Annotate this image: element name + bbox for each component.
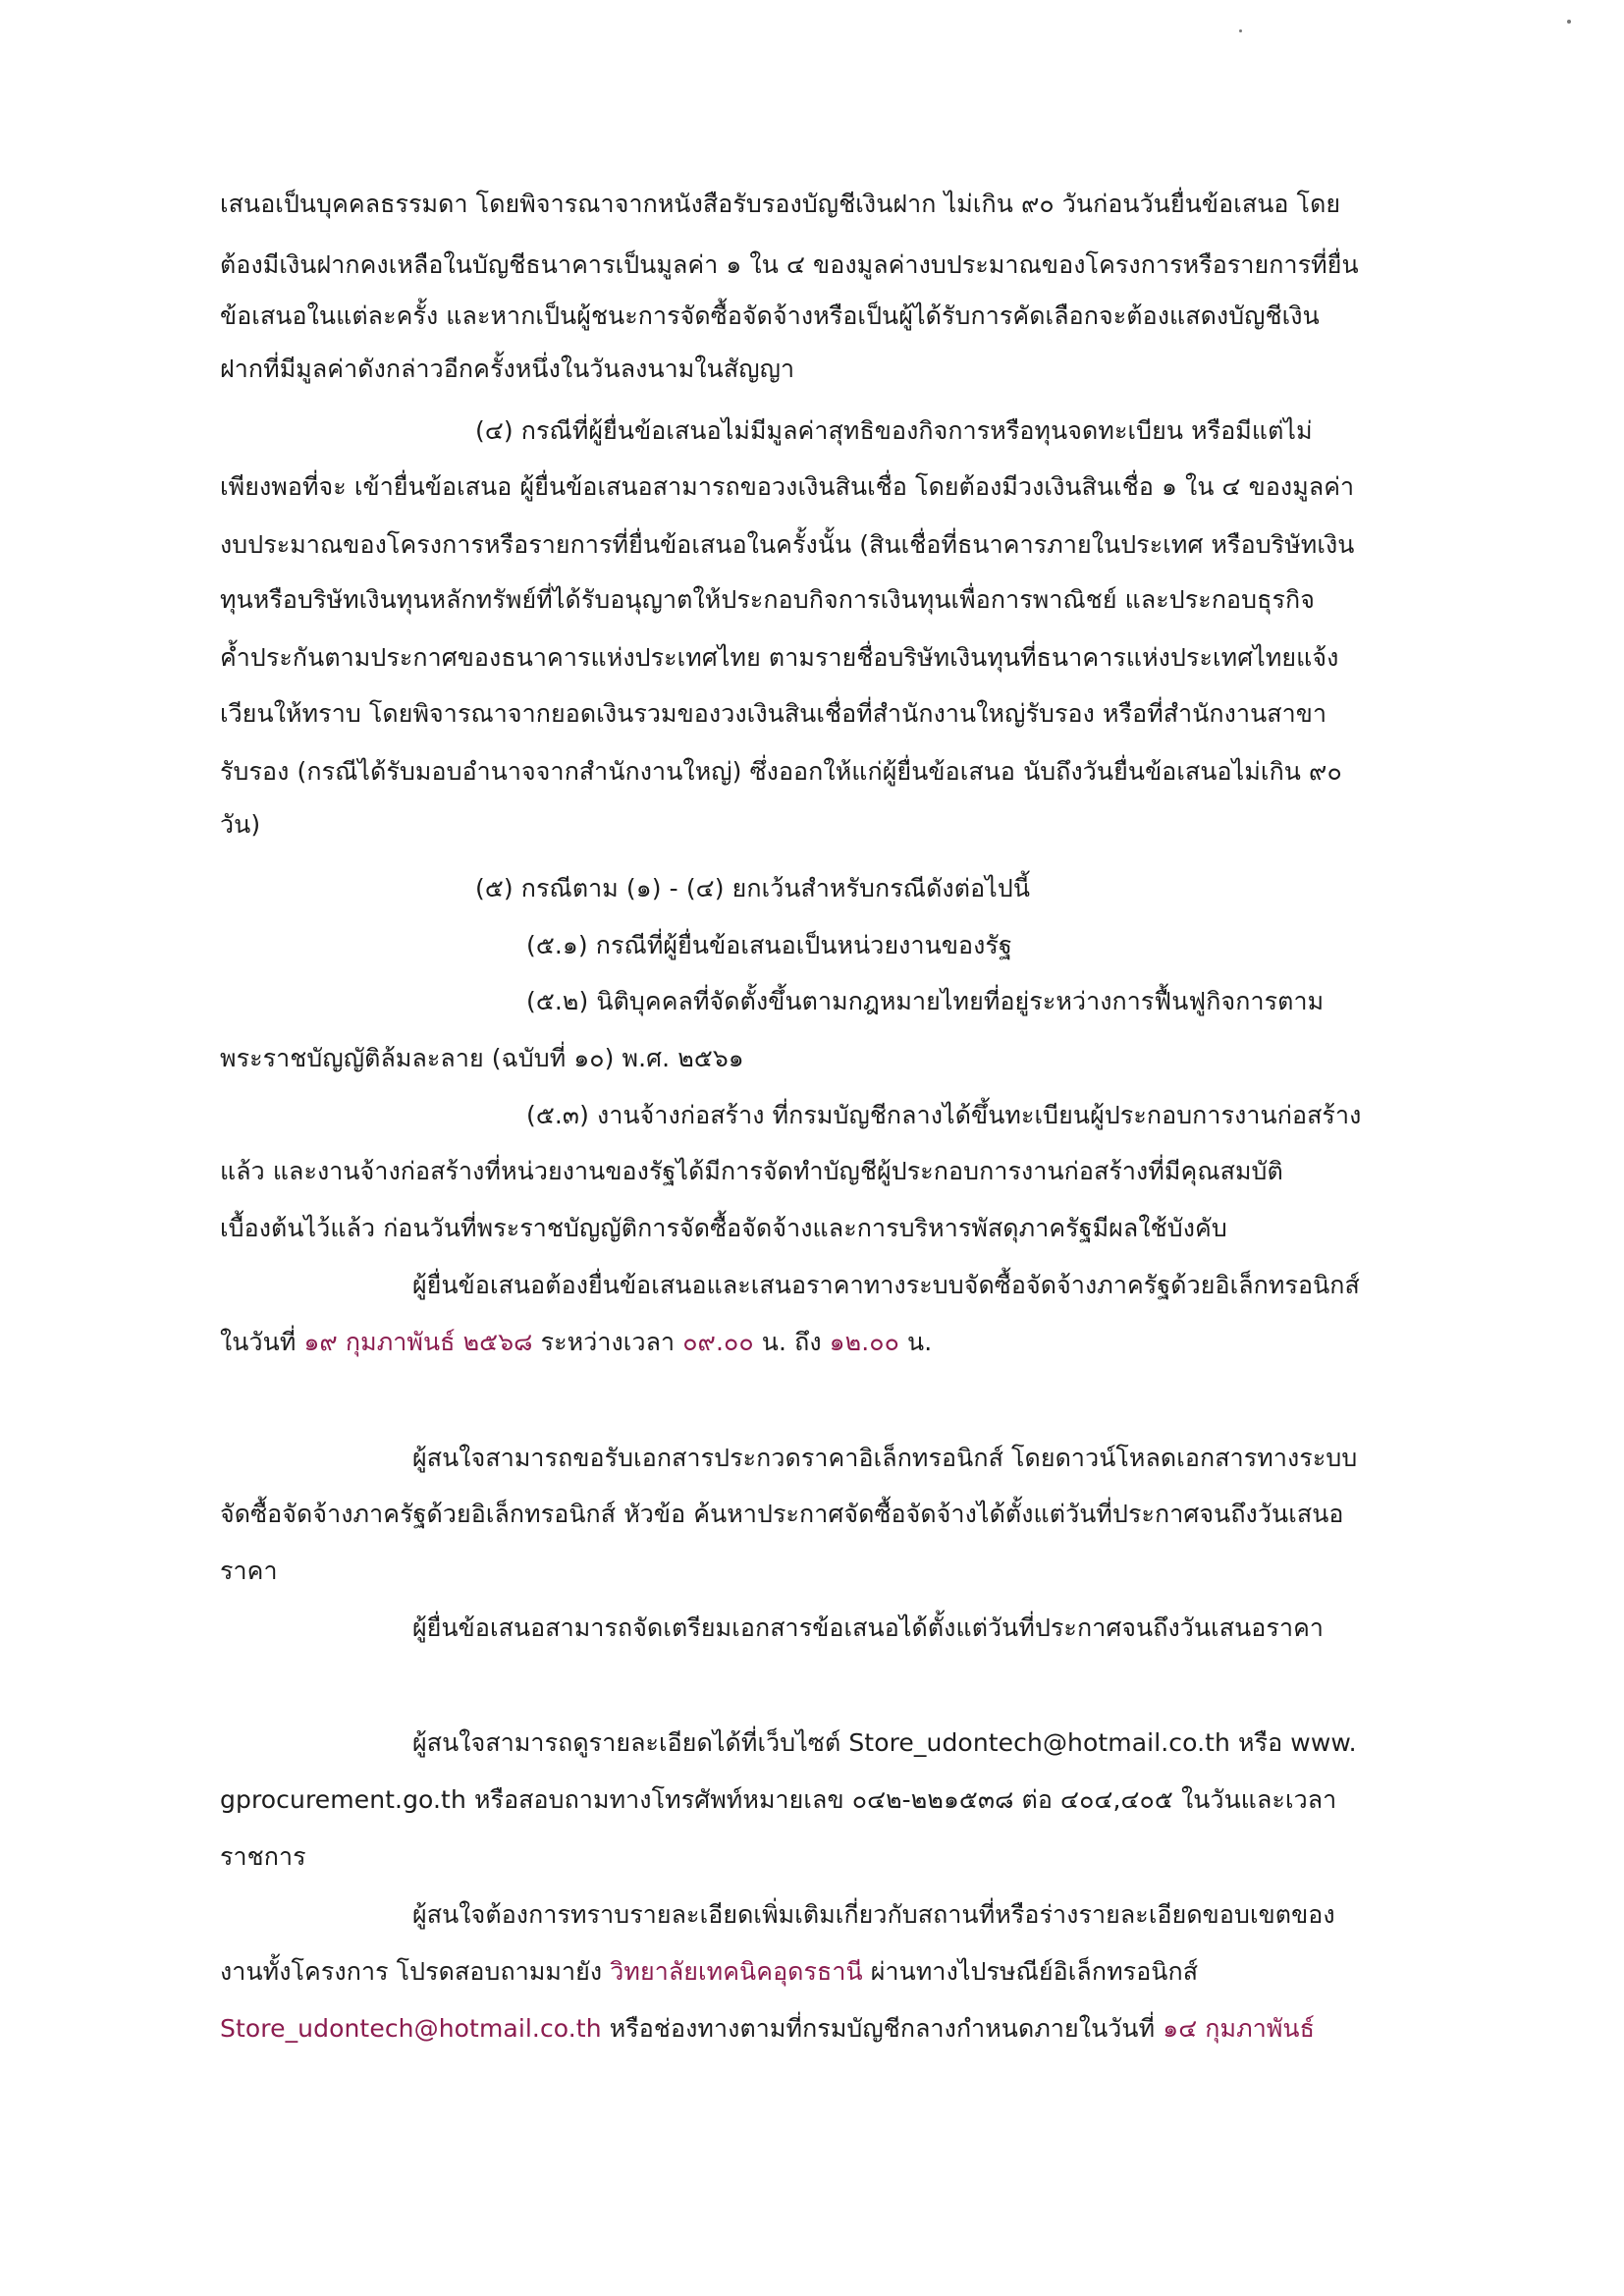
text-line: เวียนให้ทราบ โดยพิจารณาจากยอดเงินรวมของวงเงินสินเชื่อที่สำนักงานใหญ่รับรอง หรือที่สำนักงานสาขา bbox=[220, 699, 1327, 728]
download-line: ราคา bbox=[220, 1557, 278, 1585]
submission-date-line bbox=[220, 1328, 932, 1357]
clause-5-3: (๕.๓) งานจ้างก่อสร้าง ที่กรมบัญชีกลางได้ขึ้นทะเบียนผู้ประกอบการงานก่อสร้าง bbox=[526, 1101, 1362, 1129]
text-line: ต้องมีเงินฝากคงเหลือในบัญชีธนาคารเป็นมูลค่า ๑ ใน ๔ ของมูลค่างบประมาณของโครงการหรือรายการที่ยื่น bbox=[220, 250, 1359, 279]
scan-speck bbox=[1239, 29, 1242, 32]
text-line: พระราชบัญญัติล้มละลาย (ฉบับที่ ๑๐) พ.ศ. ๒๕๖๑ bbox=[220, 1044, 744, 1072]
submission-unit: น. bbox=[907, 1328, 933, 1356]
text-line: ทุนหรือบริษัทเงินทุนหลักทรัพย์ที่ได้รับอนุญาตให้ประกอบกิจการเงินทุนเพื่อการพาณิชย์ และประกอบธุรกิจ bbox=[220, 585, 1316, 614]
submission-unit: น. ถึง bbox=[761, 1328, 822, 1356]
text-line: ฝากที่มีมูลค่าดังกล่าวอีกครั้งหนึ่งในวันลงนามในสัญญา bbox=[220, 355, 795, 383]
website-line: ผู้สนใจสามารถดูรายละเอียดได้ที่เว็บไซต์ Store_udontech@hotmail.co.th หรือ www. bbox=[412, 1728, 1357, 1757]
text-line: ข้อเสนอในแต่ละครั้ง และหากเป็นผู้ชนะการจัดซื้อจัดจ้างหรือเป็นผู้ได้รับการคัดเลือกจะต้องแสดงบัญชีเงิน bbox=[220, 301, 1320, 330]
clause-5-heading: (๕) กรณีตาม (๑) - (๔) ยกเว้นสำหรับกรณีดังต่อไปนี้ bbox=[475, 874, 1031, 902]
contact-line: ผู้สนใจต้องการทราบรายละเอียดเพิ่มเติมเกี่ยวกับสถานที่หรือร่างรายละเอียดขอบเขตของ bbox=[412, 1900, 1335, 1929]
contact-email: Store_udontech@hotmail.co.th bbox=[220, 2014, 602, 2043]
scan-speck bbox=[1567, 20, 1571, 24]
clause-5-2: (๕.๒) นิติบุคคลที่จัดตั้งขึ้นตามกฎหมายไทยที่อยู่ระหว่างการฟื้นฟูกิจการตาม bbox=[526, 987, 1325, 1015]
contact-prefix: งานทั้งโครงการ โปรดสอบถามมายัง bbox=[220, 1957, 603, 1986]
website-line: gprocurement.go.th หรือสอบถามทางโทรศัพท์หมายเลข ๐๔๒-๒๒๑๕๓๘ ต่อ ๔๐๔,๔๐๕ ในวันและเวลา bbox=[220, 1785, 1337, 1814]
contact-line bbox=[220, 1957, 1198, 1987]
website-line: ราชการ bbox=[220, 1842, 306, 1871]
submission-middle: ระหว่างเวลา bbox=[540, 1328, 676, 1356]
text-line: เบื้องต้นไว้แล้ว ก่อนวันที่พระราชบัญญัติการจัดซื้อจัดจ้างและการบริหารพัสดุภาครัฐมีผลใช้บังคับ bbox=[220, 1214, 1227, 1242]
download-line: ผู้สนใจสามารถขอรับเอกสารประกวดราคาอิเล็กทรอนิกส์ โดยดาวน์โหลดเอกสารทางระบบ bbox=[412, 1444, 1358, 1472]
clause-5-1: (๕.๑) กรณีที่ผู้ยื่นข้อเสนอเป็นหน่วยงานของรัฐ bbox=[526, 931, 1012, 959]
contact-suffix: ผ่านทางไปรษณีย์อิเล็กทรอนิกส์ bbox=[870, 1957, 1199, 1986]
contact-deadline: ๑๔ กุมภาพันธ์ bbox=[1163, 2014, 1315, 2043]
prepare-line: ผู้ยื่นข้อเสนอสามารถจัดเตรียมเอกสารข้อเสนอได้ตั้งแต่วันที่ประกาศจนถึงวันเสนอราคา bbox=[412, 1613, 1325, 1642]
text-line: รับรอง (กรณีได้รับมอบอำนาจจากสำนักงานใหญ่) ซึ่งออกให้แก่ผู้ยื่นข้อเสนอ นับถึงวันยื่นข้อเสนอไม่เกิน ๙๐ bbox=[220, 757, 1342, 786]
download-line: จัดซื้อจัดจ้างภาครัฐด้วยอิเล็กทรอนิกส์ หัวข้อ ค้นหาประกาศจัดซื้อจัดจ้างได้ตั้งแต่วันที่ประกาศจนถึงวันเสนอ bbox=[220, 1500, 1344, 1528]
contact-line bbox=[220, 2014, 1315, 2044]
submission-time-from: ๐๙.๐๐ bbox=[682, 1328, 754, 1356]
text-line: เพียงพอที่จะ เข้ายื่นข้อเสนอ ผู้ยื่นข้อเสนอสามารถขอวงเงินสินเชื่อ โดยต้องมีวงเงินสินเชื่อ ๑ ใน ๔ ของมูลค่า bbox=[220, 472, 1355, 501]
text-line: เสนอเป็นบุคคลธรรมดา โดยพิจารณาจากหนังสือรับรองบัญชีเงินฝาก ไม่เกิน ๙๐ วันก่อนวันยื่นข้อเสนอ โดย bbox=[220, 190, 1341, 218]
submission-text: ผู้ยื่นข้อเสนอต้องยื่นข้อเสนอและเสนอราคาทางระบบจัดซื้อจัดจ้างภาครัฐด้วยอิเล็กทรอนิกส์ bbox=[412, 1271, 1360, 1299]
contact-agency: วิทยาลัยเทคนิคอุดรธานี bbox=[610, 1957, 863, 1986]
text-line: วัน) bbox=[220, 810, 261, 839]
text-line: ค้ำประกันตามประกาศของธนาคารแห่งประเทศไทย ตามรายชื่อบริษัทเงินทุนที่ธนาคารแห่งประเทศไทยแจ้ง bbox=[220, 643, 1339, 672]
submission-prefix: ในวันที่ bbox=[220, 1328, 297, 1356]
contact-middle: หรือช่องทางตามที่กรมบัญชีกลางกำหนดภายในวันที่ bbox=[609, 2014, 1156, 2043]
text-line: แล้ว และงานจ้างก่อสร้างที่หน่วยงานของรัฐได้มีการจัดทำบัญชีผู้ประกอบการงานก่อสร้างที่มีคุณสมบัติ bbox=[220, 1157, 1283, 1185]
clause-4-heading: (๔) กรณีที่ผู้ยื่นข้อเสนอไม่มีมูลค่าสุทธิของกิจการหรือทุนจดทะเบียน หรือมีแต่ไม่ bbox=[475, 416, 1313, 445]
submission-time-to: ๑๒.๐๐ bbox=[829, 1328, 899, 1356]
submission-date: ๑๙ กุมภาพันธ์ ๒๕๖๘ bbox=[303, 1328, 533, 1356]
text-line: งบประมาณของโครงการหรือรายการที่ยื่นข้อเสนอในครั้งนั้น (สินเชื่อที่ธนาคารภายในประเทศ หรือบริษัทเงิน bbox=[220, 530, 1355, 559]
